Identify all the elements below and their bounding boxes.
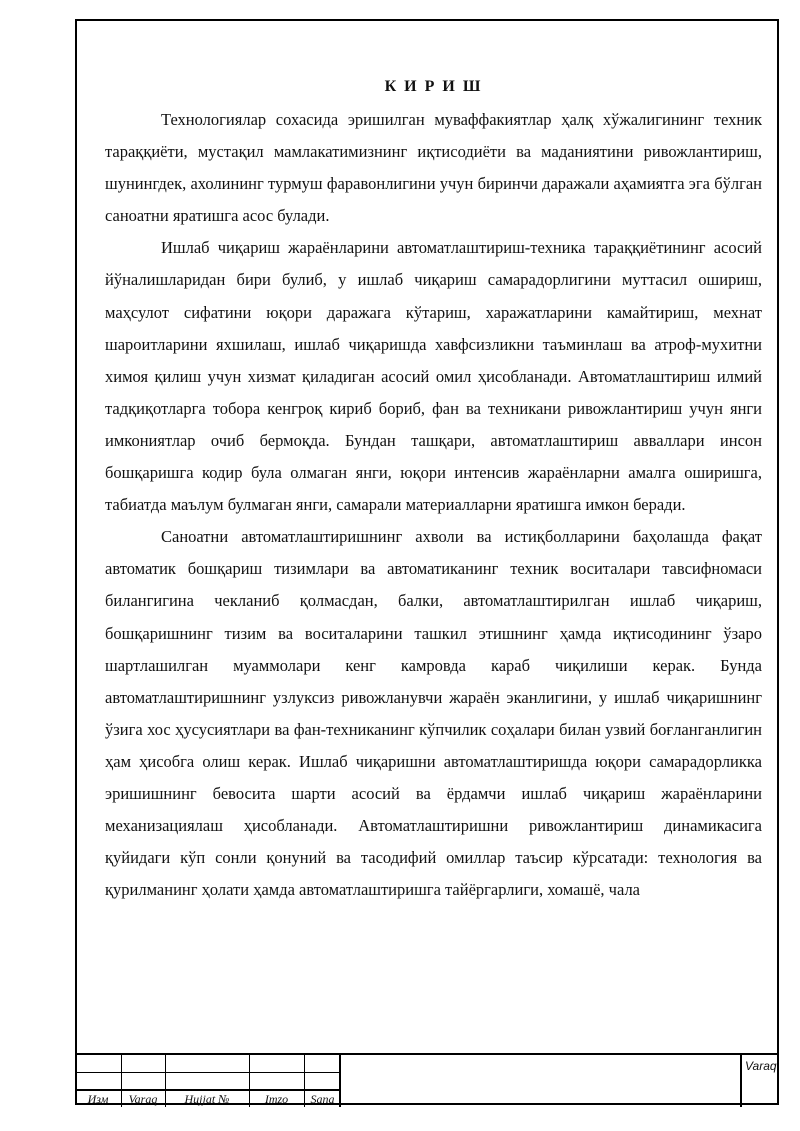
paragraph-1: Технологиялар сохасида эришилган муваффакиятлар ҳалқ хўжалигининг техник тараққиёти, мустақил мамлакатимизнинг иқтисодиёти ва маданиятини ривожлантириш, шунингдек, ахолининг турмуш фаравонлигини учун биринчи даражали аҳамиятга эга бўлган саноатни яратишга асос булади. xyxy=(105,110,762,226)
paragraph-2: Ишлаб чиқариш жараёнларини автоматлаштириш-техника тараққиётининг асосий йўналишларидан бири булиб, у ишлаб чиқариш самарадорлигини муттасил ошириш, маҳсулот сифатини юқори даражага кўтариш, харажатларини камайтириш, мехнат шароитларини яхшилаш, ишлаб чиқаришда хавфсизликни таъминлаш ва атроф-мухитни химоя қилиш учун хизмат қиладиган асосий омил ҳисобланади. Автоматлаштириш илмий тадқиқотларга тобора кенгроқ кириб бориб, фан ва техникани ривожлантириш учун янги имкониятлар очиб бермоқда. Бундан ташқари, автоматлаштириш авваллари инсон бошқаришга кодир була олмаган янги, юқори интенсив жараёнларни амалга оширишга, табиатда маълум булмаган янги, самарали материалларни яратишга имкон беради. xyxy=(105,238,762,515)
column-label-varaq: Varaq xyxy=(128,1092,158,1106)
title-block xyxy=(75,1053,779,1105)
sheet-number-box xyxy=(740,1055,779,1107)
paragraph-3: Саноатни автоматлаштиришнинг ахволи ва истиқболларини баҳолашда фақат автоматик бошқариш тизимлари ва автоматиканинг техник воситалари тавсифномаси билангигина чекланиб қолмасдан, балки, автоматлаштирилган ишлаб чиқариш, бошқаришнинг тизим ва воситаларини ташкил этишнинг ҳамда иқтисодининг ўзаро шартлашилган муаммолари кенг камровда караб чиқилиши керак. Бунда автоматлаштиришнинг узлуксиз ривожланувчи жараён эканлигини, у ишлаб чиқаришнинг ўзига хос ҳусусиятлари ва фан-техниканинг кўпчилик соҳалари билан узвий боғланганлигин ҳам ҳисобга олиш керак. Ишлаб чиқаришни автоматлаштиришда юқори самарадорликка эришишнинг бевосита шарти асосий ва ёрдамчи ишлаб чиқариш жараёнларини механизациялаш ҳисобланади. Автоматлаштиришни ривожлантириш динамикасига қуйидаги кўп сонли қонуний ва тасодифий омиллар таъсир кўрсатади: технология ва қурилманинг ҳолати ҳамда автоматлаштиришга тайёргарлиги, хомашё, чала xyxy=(105,527,762,900)
document-body xyxy=(105,72,762,906)
column-label-izm: Изм xyxy=(87,1092,109,1106)
column-label-hujjat: Hujjat № xyxy=(184,1092,230,1106)
column-label-imzo: Imzo xyxy=(264,1092,289,1106)
grid-line xyxy=(75,1072,341,1073)
document-title: К И Р И Ш xyxy=(384,78,483,95)
column-label-sana: Sana xyxy=(310,1092,335,1106)
sheet-number-label: Varaq xyxy=(745,1059,777,1073)
title-block-grid xyxy=(75,1055,341,1107)
